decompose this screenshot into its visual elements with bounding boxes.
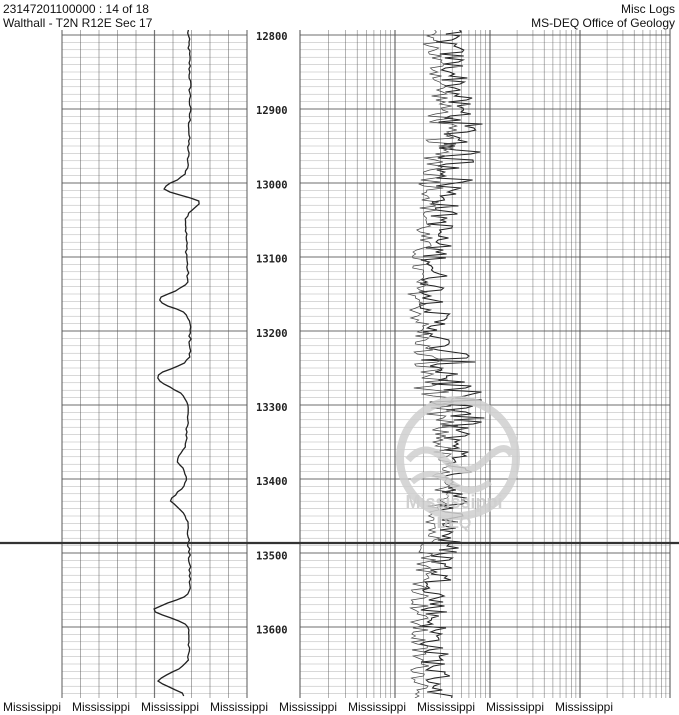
depth-label: 13100: [256, 253, 288, 266]
depth-label: 12900: [256, 105, 288, 118]
agency-label: MS-DEQ Office of Geology: [531, 16, 675, 30]
watermark-text-deq: DEQ: [436, 515, 472, 532]
footer-watermark-label: Mississippi: [417, 700, 476, 714]
footer-watermark-label: Mississippi: [486, 700, 545, 714]
footer-watermark-label: Mississippi: [279, 700, 338, 714]
footer-watermark-label: Mississippi: [210, 700, 269, 714]
location-label: Walthall - T2N R12E Sec 17: [3, 16, 153, 30]
depth-label: 13000: [256, 179, 288, 192]
depth-label: 13500: [256, 550, 288, 563]
depth-label: 12800: [256, 31, 288, 43]
left-track-grid: [62, 30, 247, 698]
footer-watermark-label: Mississippi: [348, 700, 407, 714]
depth-scale: [256, 31, 288, 637]
depth-label: 13200: [256, 327, 288, 340]
footer-watermark-label: Mississippi: [555, 700, 614, 714]
right-track-grid: [300, 30, 670, 698]
depth-label: 13600: [256, 624, 288, 637]
log-image-viewer[interactable]: [0, 30, 679, 698]
footer-watermark-strip: [0, 700, 679, 715]
sp-curve-trace: [154, 30, 199, 696]
document-id: 23147201100000 : 14 of 18: [3, 2, 149, 16]
category-label: Misc Logs: [620, 2, 675, 16]
resistivity-curve-trace-secondary: [408, 30, 458, 698]
depth-label: 13400: [256, 476, 288, 489]
footer-watermark-label: Mississippi: [141, 700, 200, 714]
footer-watermark-label: Mississippi: [72, 700, 131, 714]
depth-label: 13300: [256, 402, 288, 414]
footer-watermark-label: Mississippi: [3, 700, 62, 714]
watermark-text: Mississippi: [405, 492, 503, 512]
